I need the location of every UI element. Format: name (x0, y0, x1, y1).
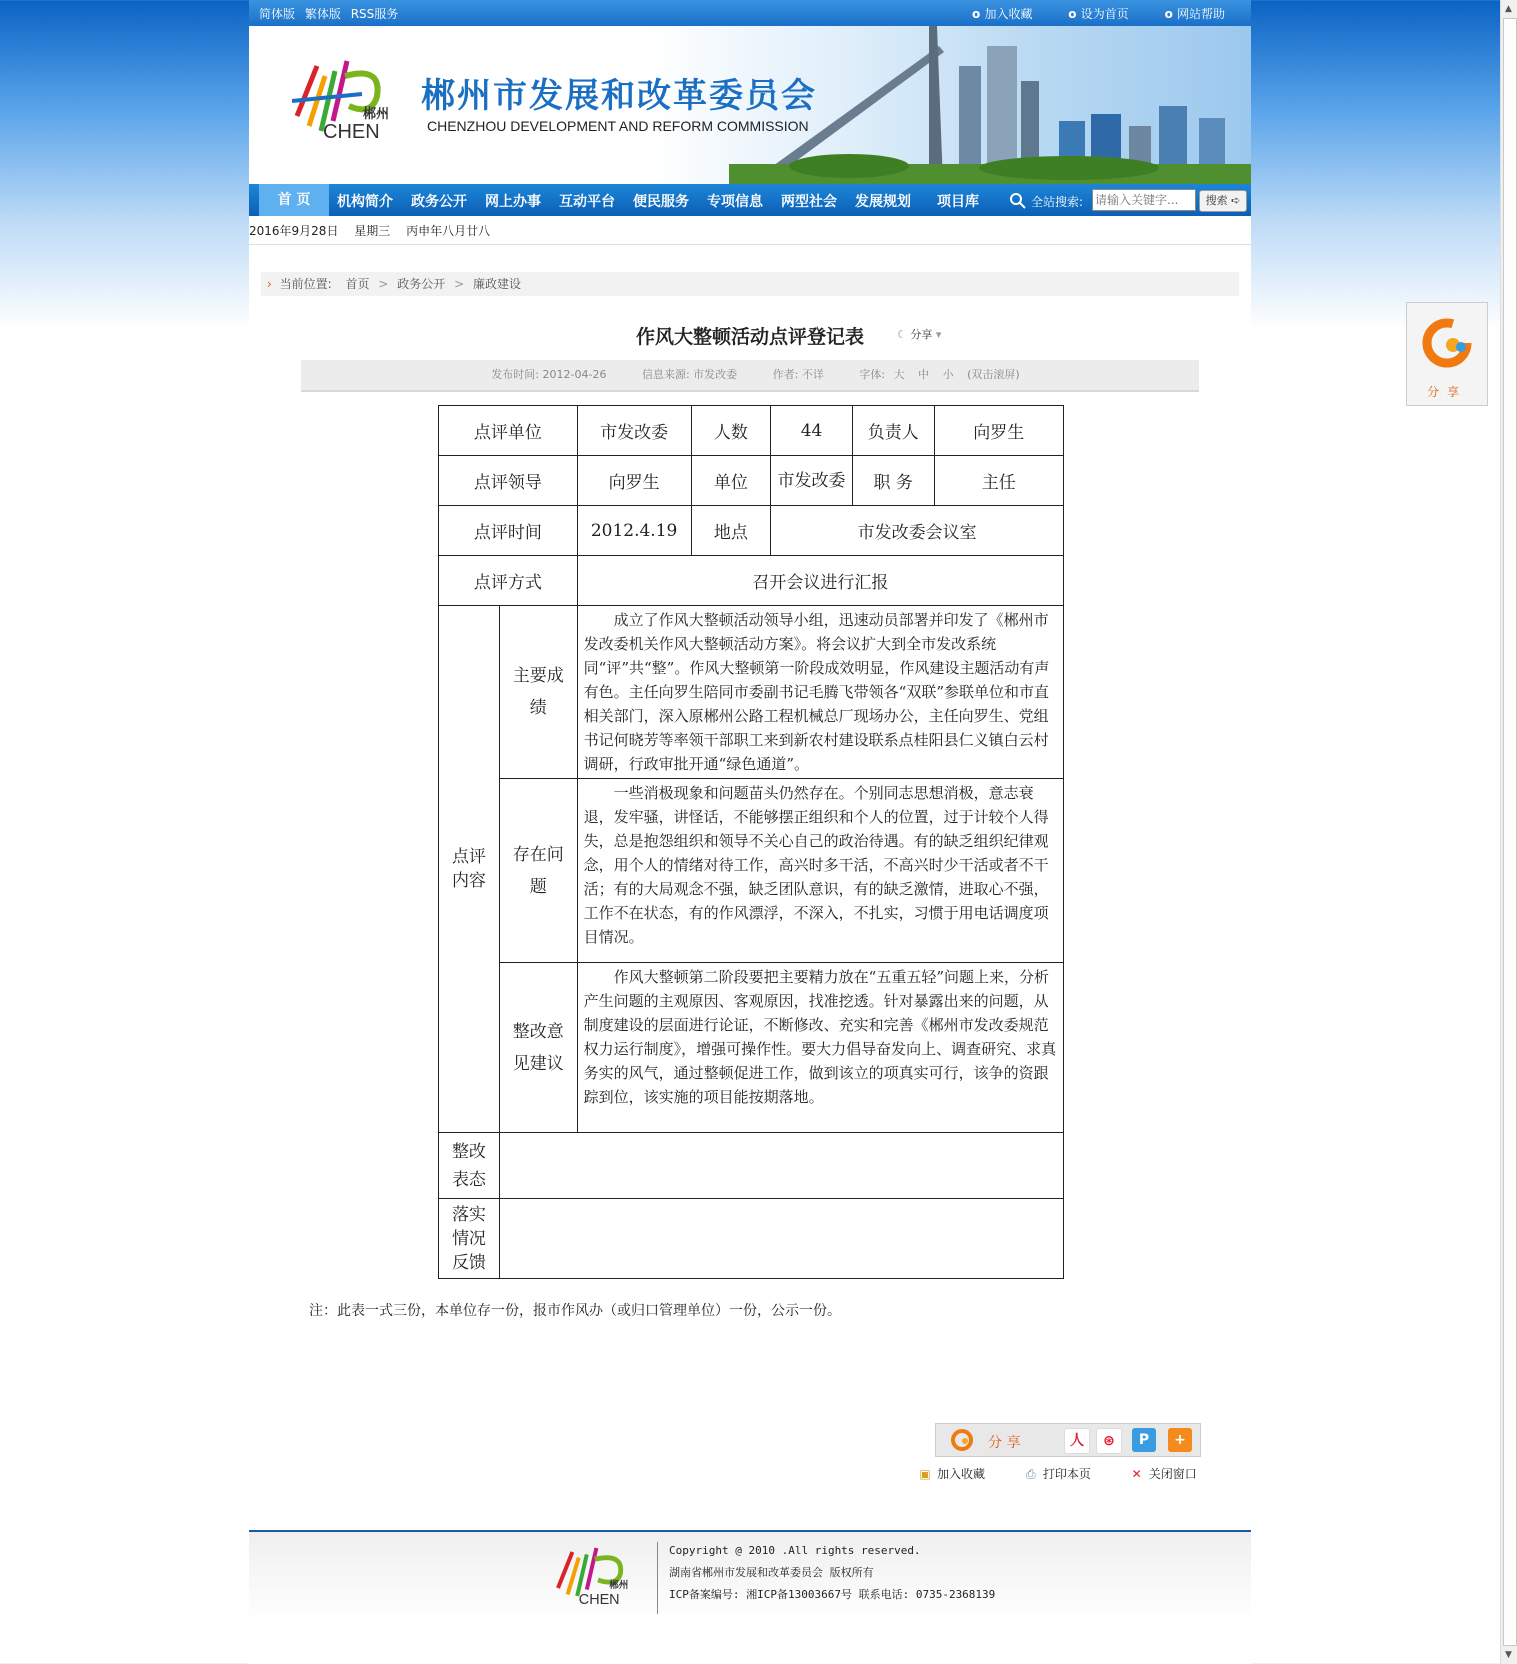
nav-item-dev-planning[interactable]: 发展规划 (855, 194, 911, 210)
chenzhou-logo (287, 46, 397, 156)
header-banner (249, 26, 1251, 184)
site-title-cn: 郴州市发展和改革委员会 (421, 76, 817, 116)
people-daily-icon[interactable]: 人 (1064, 1428, 1090, 1454)
breadcrumb-current[interactable]: 廉政建设 (472, 277, 521, 291)
cell-content-label: 点评内容 (439, 606, 500, 1133)
meta-font-label: 字体: (859, 368, 886, 381)
cell-time-label: 点评时间 (439, 506, 578, 556)
page-container (249, 0, 1251, 1664)
cell-achievements-text: 成立了作风大整顿活动领导小组，迅速动员部署并印发了《郴州市发改委机关作风大整顿活动方案》。将会议扩大到全市发改系统同“评”共“整”。作风大整顿第一阶段成效明显，作风建设主题活动有声有色。主任向罗生陪同市委副书记毛腾飞带领各“双联”参联单位和市直相关部门，深入原郴州公路工程机械总厂现场办公，主任向罗生、党组书记何晓芳等率领干部职工来到新农村建设联系点桂阳县仁义镇白云村调研，行政审批开通“绿色通道”。 (577, 606, 1063, 779)
action-add-favorite-label: 加入收藏 (937, 1467, 986, 1481)
meta-publish-time: 发布时间: 2012-04-26 (491, 368, 607, 381)
link-simplified[interactable]: 简体版 (259, 7, 296, 21)
action-print[interactable] (1023, 1467, 1101, 1481)
breadcrumb (261, 272, 1239, 296)
cell-unit-label: 点评单位 (439, 406, 578, 456)
share-bar (935, 1423, 1201, 1457)
nav-home[interactable]: 首 页 (259, 184, 329, 216)
cell-suggestions-text: 作风大整顿第二阶段要把主要精力放在“五重五轻”问题上来，分析产生问题的主观原因、客观原因，找准挖透。针对暴露出来的问题，从制度建设的层面进行论证，不断修改、充实和完善《郴州市发改委规范权力运行制度》，增强可操作性。要大力倡导奋发向上、调查研究、求真务实的风气，通过整顿促进工作，做到该立的项真实可行，该争的资跟踪到位，该实施的项目能按期落地。 (577, 963, 1063, 1133)
cell-position-label: 职 务 (852, 456, 934, 506)
share-mini-icon: ☾ (897, 328, 907, 341)
meta-source: 信息来源: 市发改委 (641, 368, 738, 381)
cell-reviewer-label: 点评领导 (439, 456, 578, 506)
link-site-help[interactable]: o 网站帮助 (1165, 7, 1225, 21)
cell-place-label: 地点 (691, 506, 771, 556)
date-weekday: 星期三 (354, 224, 391, 238)
footer (249, 1532, 1251, 1622)
top-links-left (259, 5, 404, 22)
share-logo-icon (950, 1428, 974, 1452)
more-share-icon[interactable]: + (1168, 1428, 1192, 1452)
floating-share-label: 分享 (1426, 385, 1467, 399)
search-input[interactable] (1092, 189, 1196, 211)
cell-rectify-value (499, 1133, 1063, 1199)
review-form-table (438, 405, 1064, 1279)
footer-owner: 湖南省郴州市发展和改革委员会 版权所有 (669, 1566, 874, 1579)
search-icon (1009, 192, 1027, 210)
footer-logo-text-en: CHEN (578, 1592, 620, 1608)
cell-problems-label: 存在问题 (499, 779, 577, 963)
footer-icp: ICP备案编号: 湘ICP备13003667号 联系电话: 0735-2368139 (669, 1588, 996, 1601)
cell-suggestions-label: 整改意见建议 (499, 963, 577, 1133)
breadcrumb-arrow-icon: › (267, 277, 272, 291)
cell-count-label: 人数 (691, 406, 771, 456)
cell-feedback-label: 落实情况反馈 (439, 1199, 500, 1279)
cell-unit-value: 市发改委 (577, 406, 691, 456)
table-row (439, 1133, 1064, 1199)
link-rss[interactable]: RSS服务 (350, 7, 399, 21)
cell-count-value: 44 (771, 406, 853, 456)
cell-time-value: 2012.4.19 (577, 506, 691, 556)
divider (249, 244, 1251, 245)
scrollbar-thumb[interactable] (1503, 18, 1517, 1646)
action-close[interactable] (1129, 1467, 1207, 1481)
cell-feedback-value (499, 1199, 1063, 1279)
top-bar (249, 0, 1251, 26)
form-note: 注：此表一式三份，本单位存一份，报市作风办（或归口管理单位）一份，公示一份。 (309, 1303, 841, 1319)
meta-author: 作者: 不详 (772, 368, 824, 381)
scroll-down-icon[interactable]: ▼ (1505, 1650, 1512, 1660)
breadcrumb-home[interactable]: 首页 (345, 277, 370, 291)
chevron-down-icon: ▾ (935, 328, 942, 341)
nav-item-gov-affairs[interactable]: 政务公开 (411, 194, 467, 210)
article-title (249, 322, 1251, 349)
font-size-small[interactable]: 小 (942, 368, 954, 381)
cell-reviewer-value: 向罗生 (577, 456, 691, 506)
link-set-homepage[interactable]: o 设为首页 (1068, 7, 1128, 21)
cell-dept-value: 市发改委 (771, 456, 853, 506)
link-traditional[interactable]: 繁体版 (304, 7, 341, 21)
date-bar (249, 222, 502, 239)
table-row (439, 963, 1064, 1133)
floating-share-button[interactable] (1406, 302, 1488, 406)
table-row (439, 556, 1064, 606)
breadcrumb-separator-icon: > (454, 277, 465, 291)
footer-logo-text-cn: 郴州 (609, 1580, 629, 1591)
table-row (439, 406, 1064, 456)
share-logo-icon (1419, 309, 1475, 379)
share-mini-label: 分享 (910, 328, 933, 341)
cell-achievements-label: 主要成绩 (499, 606, 577, 779)
breadcrumb-label: 当前位置: (279, 277, 332, 291)
cell-leader-label: 负责人 (852, 406, 934, 456)
share-bar-label: 分 享 (988, 1435, 1021, 1451)
footer-copyright: Copyright @ 2010 .All rights reserved. (669, 1544, 921, 1557)
main-nav (249, 184, 1251, 216)
search-label: 全站搜索: (1031, 195, 1084, 209)
action-print-label: 打印本页 (1042, 1467, 1091, 1481)
logo-text-cn: 郴州 (363, 107, 390, 122)
date-gregorian: 2016年9月28日 (249, 224, 339, 238)
font-size-medium[interactable]: 中 (918, 368, 930, 381)
nav-item-online-service[interactable]: 网上办事 (485, 194, 541, 210)
top-links-right (940, 5, 1225, 22)
date-lunar: 丙申年八月廿八 (406, 224, 491, 238)
cell-method-value: 召开会议进行汇报 (577, 556, 1063, 606)
share-dropdown[interactable] (897, 326, 941, 342)
breadcrumb-separator-icon: > (378, 277, 389, 291)
page-actions (917, 1465, 1217, 1482)
footer-separator (657, 1542, 658, 1614)
search-button[interactable]: 搜索 ➪ (1199, 190, 1247, 212)
printer-icon: ⎙ (1026, 1467, 1036, 1481)
nav-item-project-library[interactable]: 项目库 (937, 194, 979, 210)
nav-item-interaction[interactable]: 互动平台 (559, 194, 615, 210)
scroll-up-icon[interactable]: ▲ (1505, 4, 1512, 14)
cell-dept-label: 单位 (691, 456, 771, 506)
vertical-scrollbar[interactable] (1500, 0, 1517, 1664)
search-button-label: 搜索 (1205, 194, 1228, 207)
table-row (439, 456, 1064, 506)
nav-item-public-service[interactable]: 便民服务 (633, 194, 689, 210)
close-icon: ✕ (1131, 1467, 1142, 1481)
footer-logo (549, 1540, 639, 1612)
cell-rectify-label: 整改表态 (439, 1133, 500, 1199)
logo-text-en: CHEN (323, 121, 380, 143)
table-row (439, 779, 1064, 963)
nav-item-about[interactable]: 机构简介 (337, 194, 393, 210)
article-title-text: 作风大整顿活动点评登记表 (635, 326, 864, 348)
cell-method-label: 点评方式 (439, 556, 578, 606)
nav-item-two-type-society[interactable]: 两型社会 (781, 194, 837, 210)
city-skyline-image (729, 26, 1251, 184)
cell-problems-text: 一些消极现象和问题苗头仍然存在。个别同志思想消极，意志衰退，发牢骚，讲怪话，不能够摆正组织和个人的位置，过于计较个人得失，总是抱怨组织和领导不关心自己的政治待遇。有的缺乏组织纪律观念，用个人的情绪对待工作，高兴时多干活，不高兴时少干活或者不干活；有的大局观念不强，缺乏团队意识，有的缺乏激情，进取心不强，工作不在状态，有的作风漂浮，不深入，不扎实，习惯于用电话调度项目情况。 (577, 779, 1063, 963)
cell-position-value: 主任 (934, 456, 1063, 506)
cell-leader-value: 向罗生 (934, 406, 1063, 456)
table-row (439, 606, 1064, 779)
table-row (439, 506, 1064, 556)
nav-item-special-info[interactable]: 专项信息 (707, 194, 763, 210)
action-add-favorite[interactable] (917, 1467, 995, 1481)
article-meta (301, 360, 1199, 392)
tencent-weibo-icon[interactable]: P (1132, 1428, 1156, 1452)
footer-info (669, 1540, 995, 1606)
site-title-en: CHENZHOU DEVELOPMENT AND REFORM COMMISSION (427, 118, 809, 134)
action-close-label: 关闭窗口 (1148, 1467, 1197, 1481)
link-add-favorite[interactable]: o 加入收藏 (972, 7, 1032, 21)
weibo-icon[interactable]: ⊛ (1096, 1428, 1122, 1454)
font-size-large[interactable]: 大 (893, 368, 905, 381)
dblclick-scroll-hint: (双击滚屏) (967, 368, 1020, 381)
bookmark-icon: ▣ (919, 1467, 931, 1481)
cell-place-value: 市发改委会议室 (771, 506, 1064, 556)
breadcrumb-gov-affairs[interactable]: 政务公开 (397, 277, 446, 291)
table-row (439, 1199, 1064, 1279)
